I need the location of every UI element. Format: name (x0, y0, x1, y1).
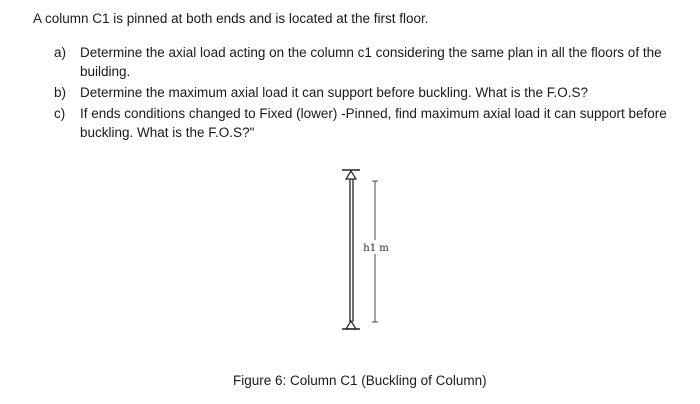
intro-text: A column C1 is pinned at both ends and is located at the first floor. (33, 11, 429, 26)
question-text: Determine the maximum axial load it can support before buckling. What is the F.O.S? (80, 85, 588, 100)
question-text: Determine the axial load acting on the column c1 considering the same plan in all the floors of the building. (80, 45, 662, 79)
question-item-c (54, 104, 669, 142)
question-letter: a) (54, 45, 67, 60)
question-item-b (54, 83, 669, 102)
bottom-pin-support (342, 321, 360, 329)
question-letter: b) (54, 85, 67, 100)
column-figure (330, 160, 410, 335)
column-member (350, 179, 353, 322)
question-list (54, 43, 669, 144)
figure-caption: Figure 6: Column C1 (Buckling of Column) (233, 373, 487, 388)
question-item-a (54, 43, 669, 81)
height-label: h1 m (363, 243, 389, 254)
top-pin-support (342, 170, 360, 179)
column-diagram (330, 160, 410, 335)
question-text: If ends conditions changed to Fixed (lower) -Pinned, find maximum axial load it can support before buckling. What is the F.O.S?" (80, 106, 667, 140)
question-letter: c) (54, 106, 66, 121)
